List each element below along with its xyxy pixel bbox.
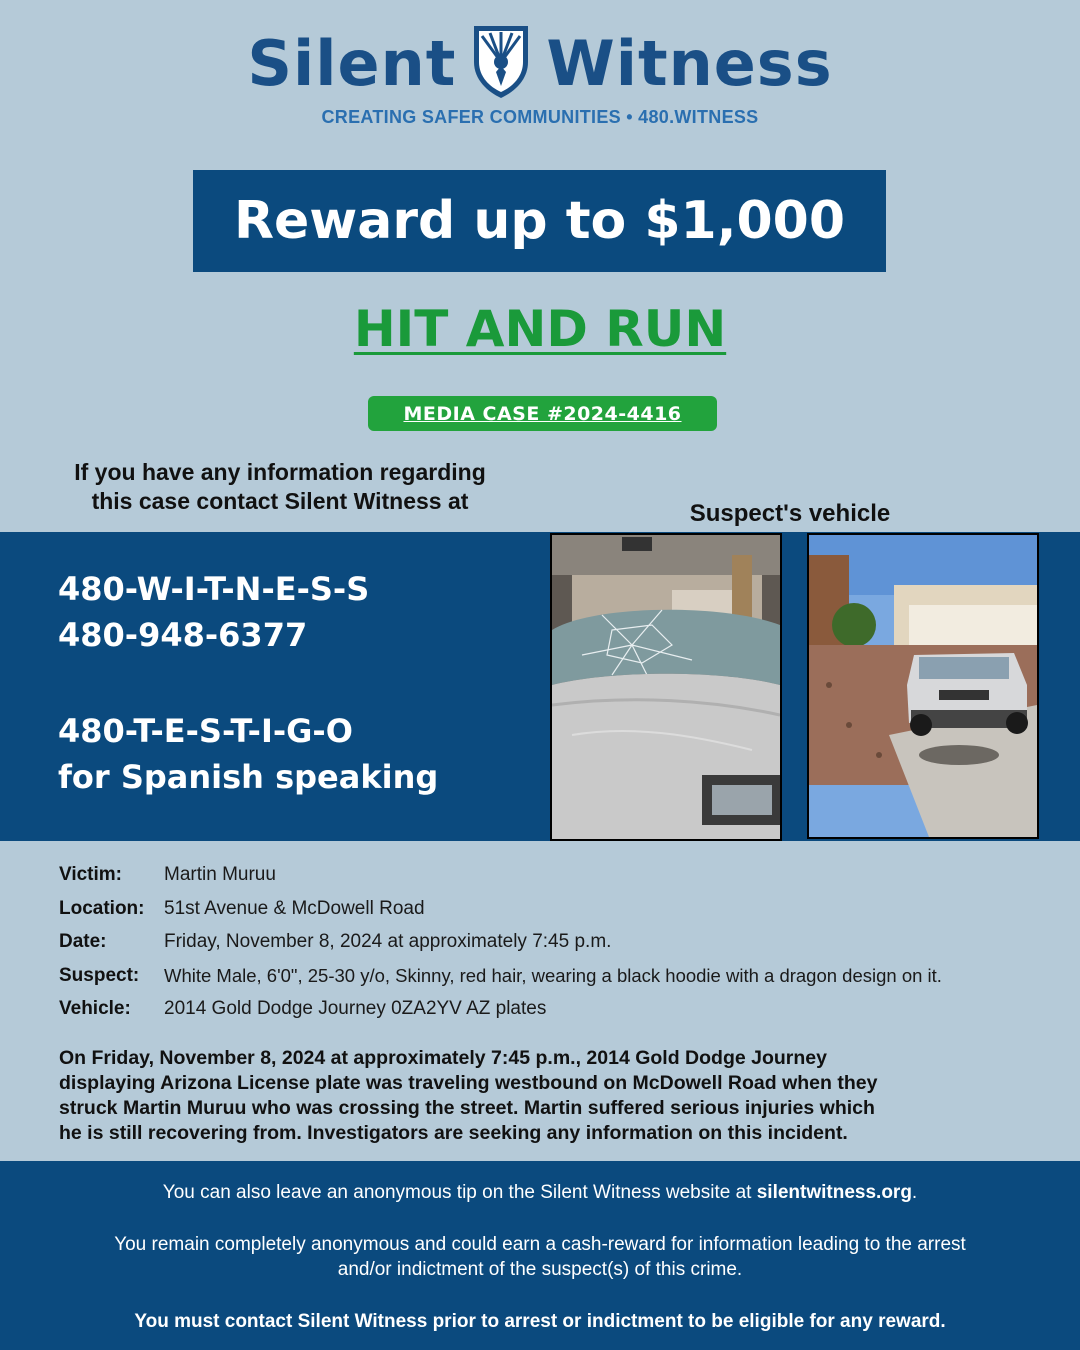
case-title: [0, 300, 1080, 358]
tip-suffix: .: [911, 1182, 918, 1203]
vehicle-photo-driveway: [807, 533, 1039, 839]
victim-value: Martin Muruu: [164, 864, 276, 885]
tagline: CREATING SAFER COMMUNITIES • 480.WITNESS: [321, 107, 759, 127]
anonymous-tip-text: [0, 1180, 1080, 1205]
date-value: Friday, November 8, 2024 at approximately 7:45 p.m.: [164, 931, 612, 952]
media-case-badge: [368, 396, 717, 431]
location-label: Location:: [59, 898, 145, 919]
vehicle-photo-garage: [550, 533, 782, 841]
arizona-shield-icon: [470, 22, 532, 105]
vehicle-caption: Suspect's vehicle: [689, 500, 891, 527]
vehicle-label: Vehicle:: [59, 998, 131, 1019]
reward-text: Reward up to $1,000: [233, 191, 846, 251]
victim-label: Victim:: [59, 864, 123, 885]
contact-intro-line2: this case contact Silent Witness at: [91, 488, 469, 514]
media-case-text: MEDIA CASE #2024-4416: [403, 402, 682, 425]
case-title-text: HIT AND RUN: [353, 300, 727, 358]
logo-word-silent: Silent: [247, 26, 457, 100]
spanish-phone: 480-T-E-S-T-I-G-O: [58, 712, 353, 750]
summary-line: On Friday, November 8, 2024 at approximately 7:45 p.m., 2014 Gold Dodge Journey: [59, 1047, 827, 1069]
summary-line: displaying Arizona License plate was traveling westbound on McDowell Road when they: [59, 1072, 878, 1094]
contact-intro: [30, 458, 530, 516]
anonymity-line2: and/or indictment of the suspect(s) of this crime.: [337, 1259, 743, 1280]
vehicle-value: 2014 Gold Dodge Journey 0ZA2YV AZ plates: [164, 998, 547, 1019]
phone-number: 480-948-6377: [58, 616, 308, 654]
suspect-label: Suspect:: [59, 965, 140, 986]
website-link[interactable]: silentwitness.org: [756, 1182, 912, 1203]
suspect-value: White Male, 6'0", 25-30 y/o, Skinny, red hair, wearing a black hoodie with a dragon design on it.: [164, 965, 942, 986]
summary-line: he is still recovering from. Investigators are seeking any information on this incident.: [59, 1122, 848, 1144]
date-label: Date:: [59, 931, 107, 952]
phone-letters: 480-W-I-T-N-E-S-S: [58, 570, 370, 608]
tip-prefix: You can also leave an anonymous tip on the Silent Witness website at: [162, 1182, 757, 1203]
logo-word-witness: Witness: [546, 26, 833, 100]
spanish-label: for Spanish speaking: [58, 758, 439, 796]
reward-banner: [193, 170, 886, 272]
anonymity-line1: You remain completely anonymous and could earn a cash-reward for information leading to the arrest: [114, 1234, 966, 1255]
silent-witness-logo: [0, 18, 1080, 108]
contact-intro-line1: If you have any information regarding: [74, 459, 486, 485]
summary-line: struck Martin Muruu who was crossing the street. Martin suffered serious injuries which: [59, 1097, 875, 1119]
eligibility-notice: You must contact Silent Witness prior to arrest or indictment to be eligible for any reward.: [134, 1311, 946, 1332]
location-value: 51st Avenue & McDowell Road: [164, 898, 425, 919]
incident-summary: [59, 1046, 1049, 1146]
